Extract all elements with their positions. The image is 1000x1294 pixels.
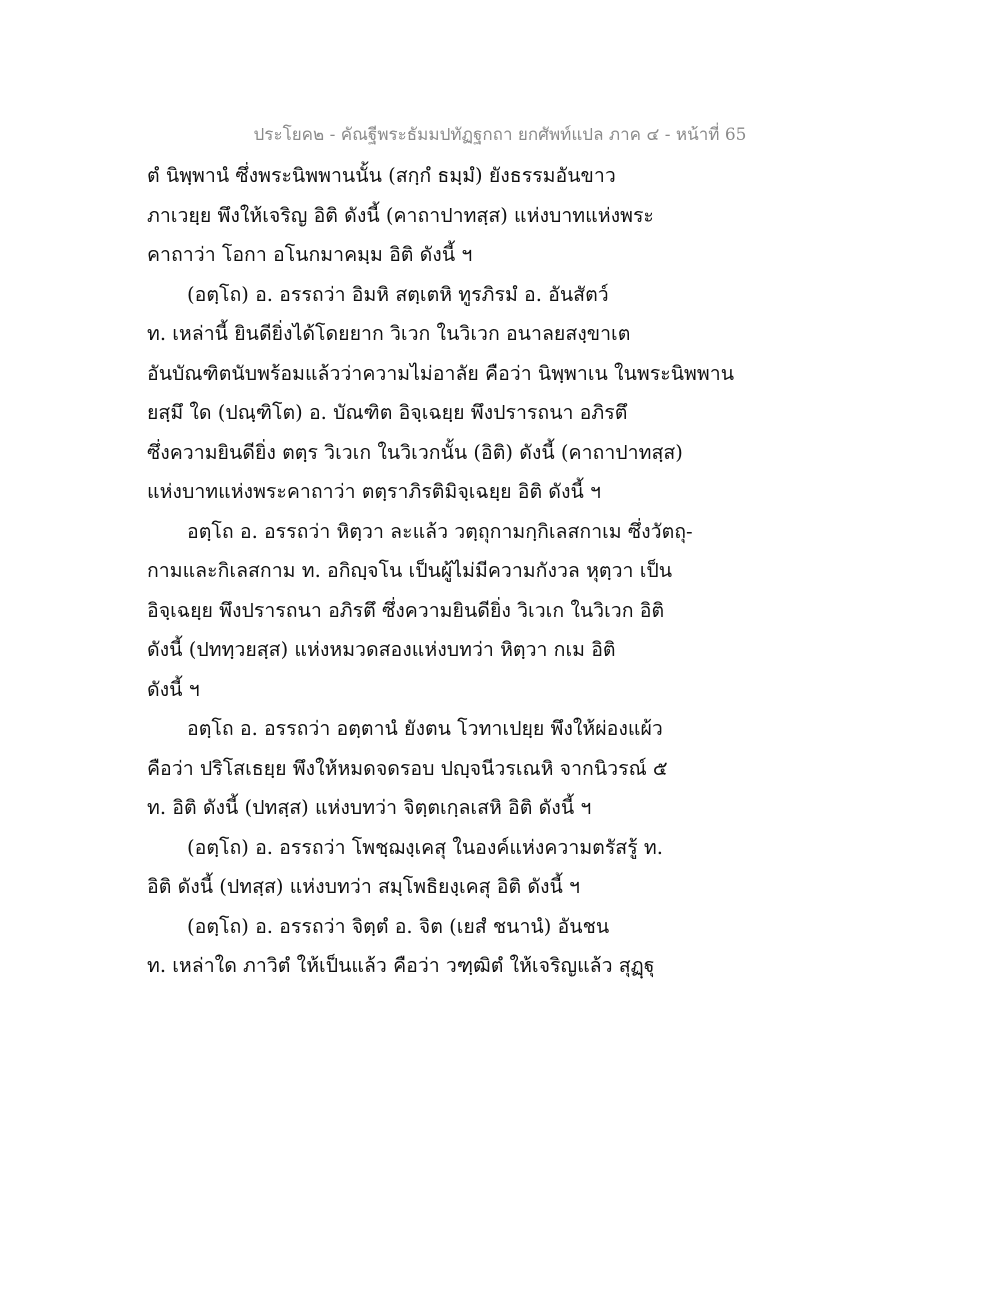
text-line: แห่งบาทแห่งพระคาถาว่า ตตฺราภิรติมิจฺเฉยฺย อิติ ดังนี้ ฯ <box>147 480 601 503</box>
text-line: ภาเวยฺย พึงให้เจริญ อิติ ดังนี้ (คาถาปาทสฺส) แห่งบาทแห่งพระ <box>147 203 654 227</box>
body-text <box>147 156 877 986</box>
text-line: ท. เหล่าใด ภาวิตํ ให้เป็นแล้ว คือว่า วฑฺฒิตํ ให้เจริญแล้ว สุฏฺฐุ <box>147 954 655 977</box>
paragraph-first-line: (อตฺโถ) อ. อรรถว่า จิตฺตํ อ. จิต (เยสํ ชนานํ) อันชน <box>187 914 610 938</box>
text-line: คือว่า ปริโสเธยฺย พึงให้หมดจดรอบ ปญฺจนีวรเณหิ จากนิวรณ์ ๕ <box>147 756 668 780</box>
text-line: อิจฺเฉยฺย พึงปรารถนา อภิรตึ ซึ่งความยินดียิ่ง วิเวเก ในวิเวก อิติ <box>147 598 665 622</box>
text-line: ซึ่งความยินดียิ่ง ตตฺร วิเวเก ในวิเวกนั้น (อิติ) ดังนี้ (คาถาปาทสฺส) <box>147 440 683 464</box>
text-line: ดังนี้ ฯ <box>147 677 200 701</box>
running-header: ประโยค๒ - คัณฐีพระธัมมปทัฏฐกถา ยกศัพท์แปล ภาค ๔ - หน้าที่ 65 <box>253 125 747 145</box>
text-line: อันบัณฑิตนับพร้อมแล้วว่าความไม่อาลัย คือว่า นิพฺพาเน ในพระนิพพาน <box>147 361 735 385</box>
paragraph-first-line: (อตฺโถ) อ. อรรถว่า โพชฺฌงฺเคสุ ในองค์แห่งความตรัสรู้ ท. <box>187 835 663 859</box>
text-line: ยสฺมึ ใด (ปณฺฑิโต) อ. บัณฑิต อิจฺเฉยฺย พึงปรารถนา อภิรตึ <box>147 401 628 424</box>
text-line: ท. เหล่านี้ ยินดียิ่งได้โดยยาก วิเวก ในวิเวก อนาลยสงฺขาเต <box>147 322 631 345</box>
text-line: ท. อิติ ดังนี้ (ปทสฺส) แห่งบทว่า จิตฺตเกฺลเสหิ อิติ ดังนี้ ฯ <box>147 796 592 819</box>
paragraph-first-line: (อตฺโถ) อ. อรรถว่า อิมหิ สตฺเตหิ ทูรภิรมํ อ. อันสัตว์ <box>187 282 609 306</box>
text-line: อิติ ดังนี้ (ปทสฺส) แห่งบทว่า สมฺโพธิยงฺเคสุ อิติ ดังนี้ ฯ <box>147 875 580 898</box>
text-line: ดังนี้ (ปททฺวยสฺส) แห่งหมวดสองแห่งบทว่า หิตฺวา กเม อิติ <box>147 638 616 661</box>
text-line: กามและกิเลสกาม ท. อกิญฺจโน เป็นผู้ไม่มีความกังวล หุตฺวา เป็น <box>147 559 673 582</box>
text-line: คาถาว่า โอกา อโนกมาคมฺม อิติ ดังนี้ ฯ <box>147 243 473 266</box>
paragraph-first-line: อตฺโถ อ. อรรถว่า อตฺตานํ ยังตน โวทาเปยฺย พึงให้ผ่องแผ้ว <box>187 717 663 740</box>
paragraph-first-line: อตฺโถ อ. อรรถว่า หิตฺวา ละแล้ว วตฺถุกามกฺกิเลสกาเม ซึ่งวัตถุ- <box>187 519 693 543</box>
text-line: ตํ นิพฺพานํ ซึ่งพระนิพพานนั้น (สกฺกํ ธมฺมํ) ยังธรรมอันขาว <box>147 164 616 187</box>
